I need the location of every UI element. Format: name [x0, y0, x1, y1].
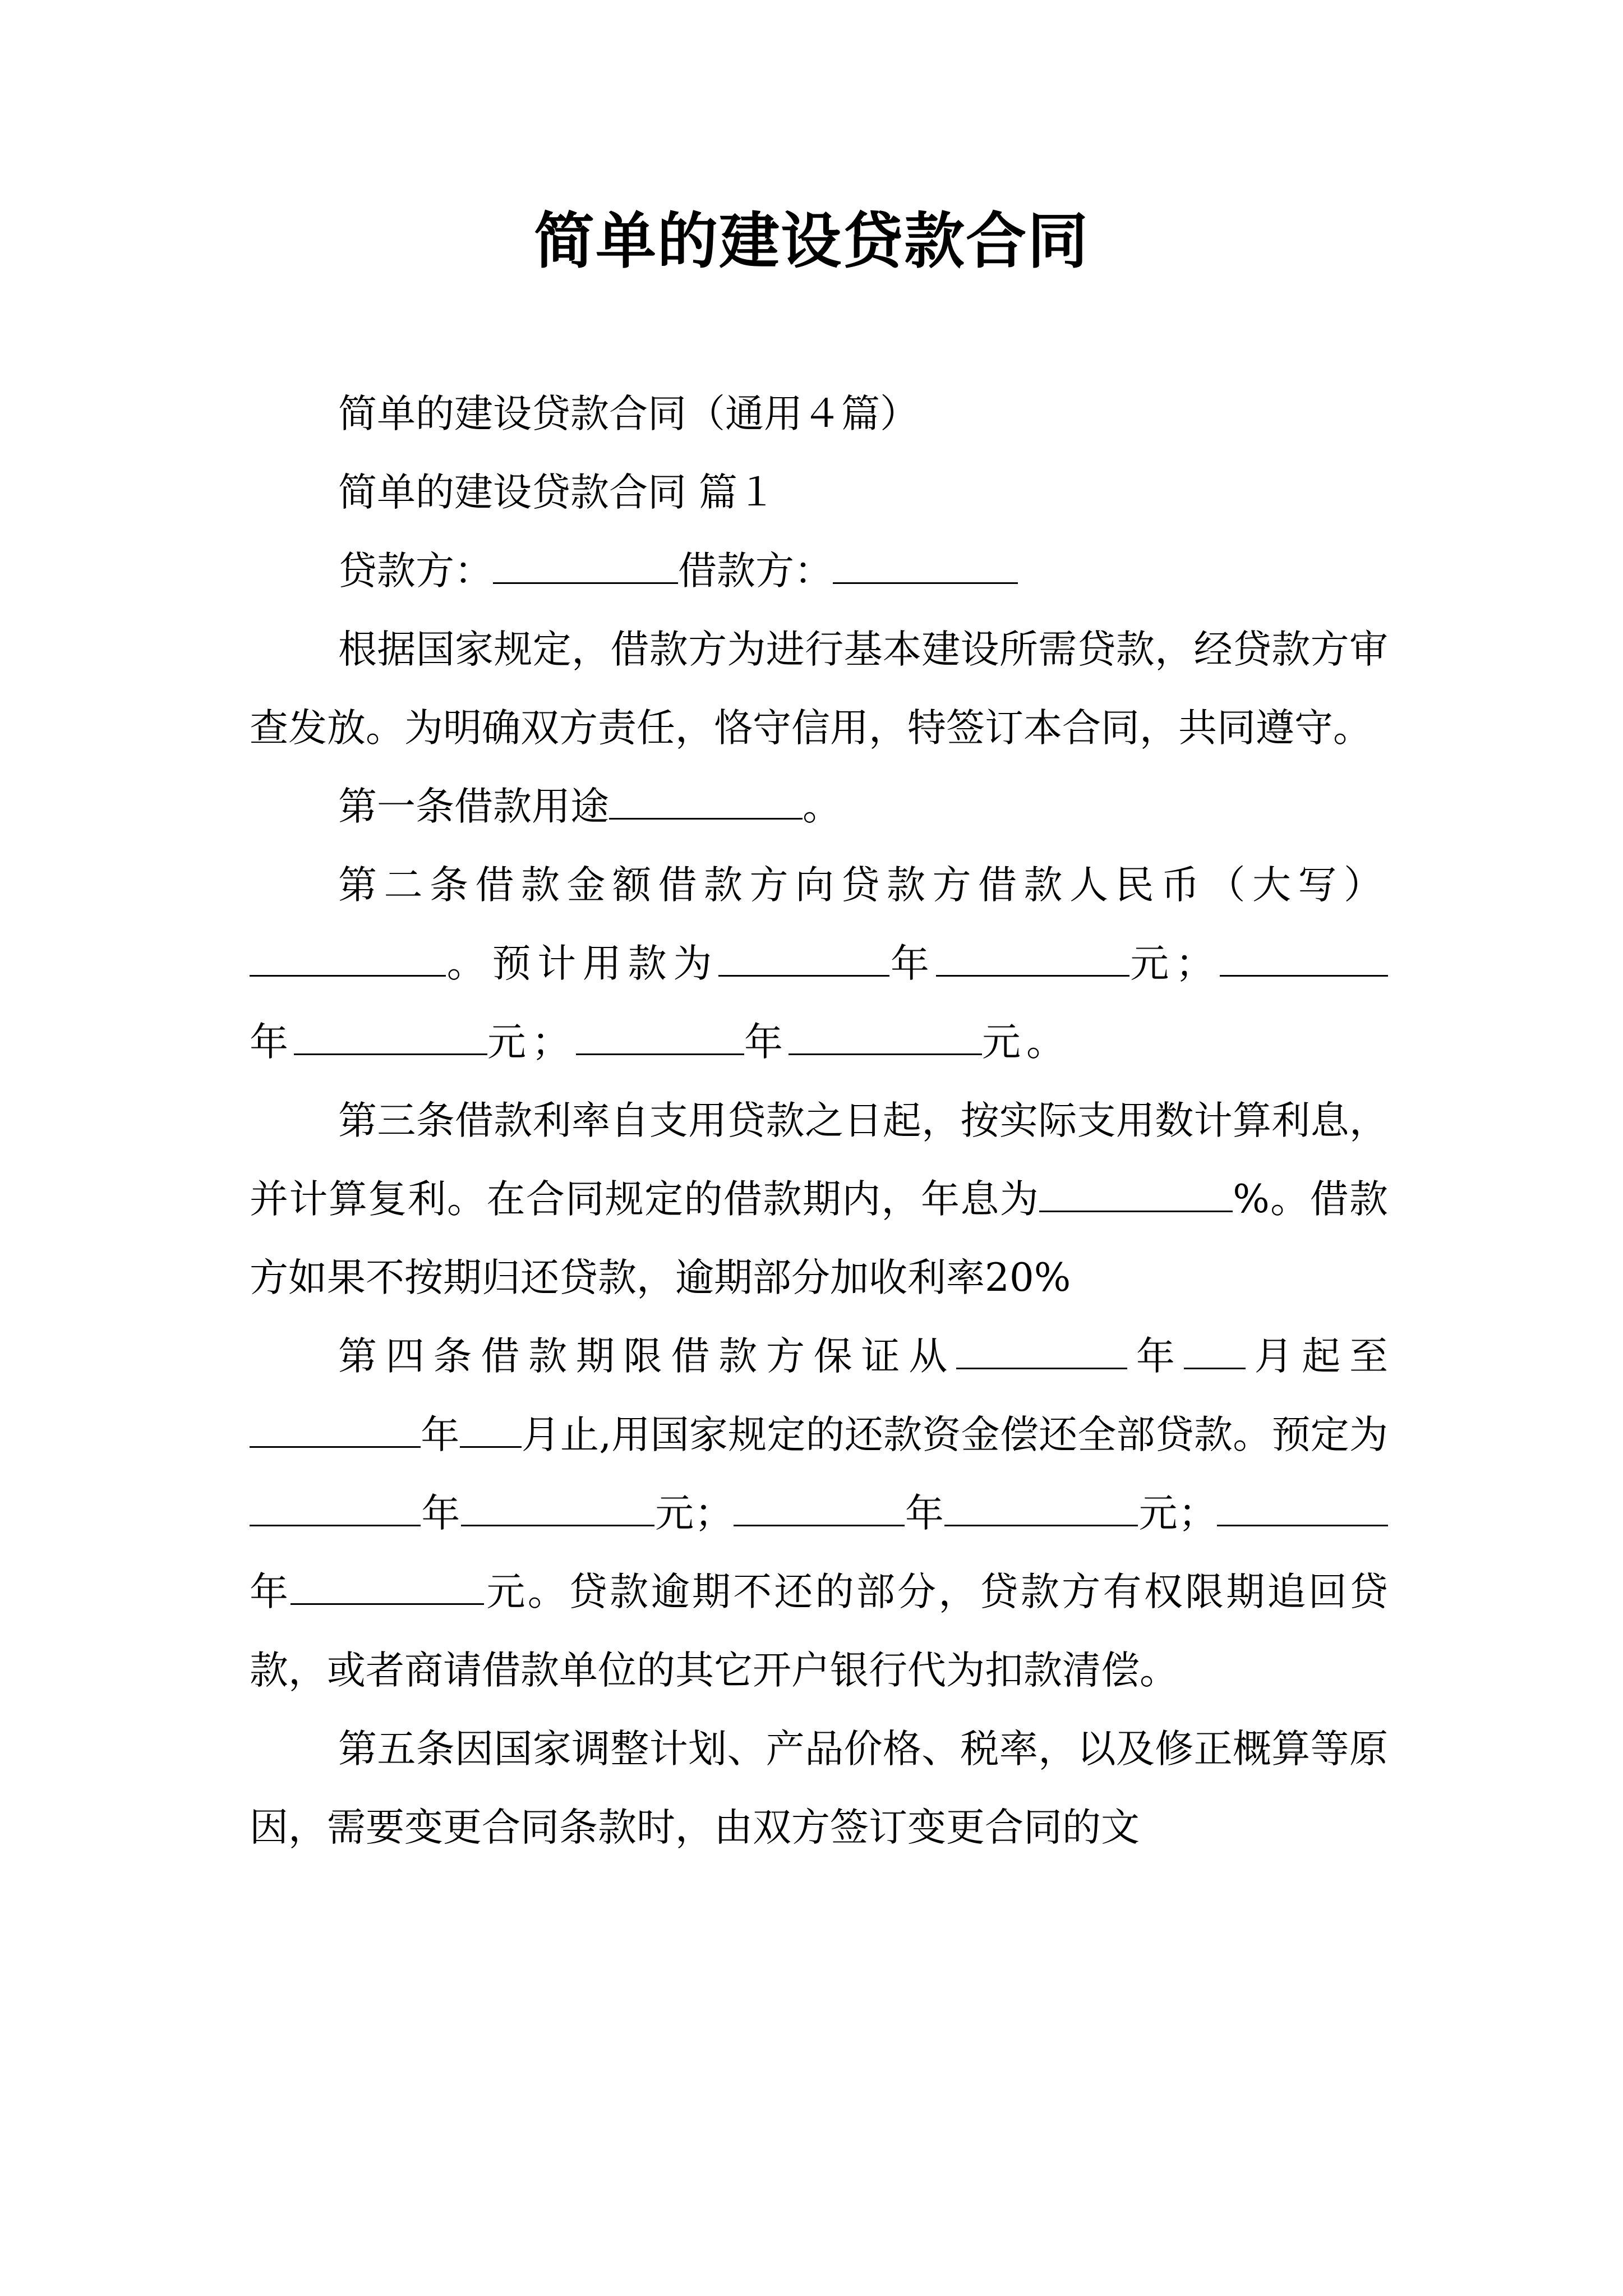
article-4-month-to: 月止,用国家规定的还款资金偿还全部贷款。预定为	[521, 1412, 1389, 1457]
article-3	[250, 1082, 1388, 1317]
article-4-yuan-blank-2	[944, 1491, 1138, 1526]
article-2-yuan-1: 元；	[1129, 941, 1220, 986]
article-2-year-3: 年	[744, 1020, 789, 1065]
borrower-label: 借款方：	[678, 549, 833, 593]
article-4-month-blank-2	[460, 1412, 522, 1448]
article-4-year-blank-3	[250, 1491, 421, 1526]
article-3-rate-blank	[1039, 1177, 1233, 1212]
article-2-yuan-2: 元；	[487, 1020, 576, 1065]
article-4-month-from: 月起至	[1245, 1334, 1389, 1379]
article-2-year-blank-3	[576, 1020, 744, 1055]
intro-paragraph: 根据国家规定，借款方为进行基本建设所需贷款，经贷款方审查发放。为明确双方责任，恪守信用，特签订本合同，共同遵守。	[250, 627, 1388, 751]
article-4-year-1: 年	[1127, 1334, 1184, 1379]
article-4-month-blank-1	[1184, 1334, 1246, 1369]
article-2-yuan-blank-3	[789, 1020, 982, 1055]
article-4-year-2: 年	[421, 1412, 460, 1457]
article-4-year-blank-4	[734, 1491, 905, 1526]
lender-blank	[493, 549, 678, 584]
article-4-year-blank-5	[1217, 1491, 1388, 1526]
article-4-text: 第四条借款期限借款方保证从	[338, 1334, 957, 1379]
article-2-mid: 。预计用款为	[446, 941, 719, 986]
article-2-yuan-blank-2	[294, 1020, 487, 1055]
parties-line	[250, 532, 1388, 610]
article-3-line2: %。借款方如果不按期归还贷款，逾期部分加收利率20%	[250, 1177, 1388, 1300]
article-2-year-2: 年	[250, 1020, 294, 1065]
article-4	[250, 1317, 1388, 1710]
section-heading: 简单的建设贷款合同 篇１	[338, 470, 776, 515]
article-1-end: 。	[803, 784, 841, 829]
lender-label: 贷款方：	[338, 549, 493, 593]
article-4-year-blank-1	[956, 1334, 1127, 1369]
article-2	[250, 846, 1388, 1082]
article-4-year-3: 年	[421, 1491, 461, 1536]
article-1	[250, 767, 1388, 846]
article-4-yuan-1: 元；	[654, 1491, 734, 1536]
article-2-yuan-blank-1	[936, 941, 1129, 977]
article-2-amount-blank	[250, 941, 446, 977]
article-3-line1: 第三条借款利率自支用贷款之日起，按实际支用数计算利息，并计算复利。在合同规定的借款期内，年息为	[250, 1098, 1388, 1222]
article-1-text: 第一条借款用途	[338, 784, 609, 829]
document-title: 简单的建设贷款合同	[533, 206, 1089, 277]
article-4-year-4: 年	[904, 1491, 945, 1536]
article-1-blank	[609, 784, 803, 820]
article-4-yuan-blank-3	[291, 1570, 484, 1605]
article-2-year-blank-2	[1220, 941, 1388, 977]
borrower-blank	[833, 549, 1018, 584]
article-4-yuan-2: 元；	[1138, 1491, 1217, 1536]
article-2-yuan-end: 元。	[982, 1020, 1071, 1065]
article-4-year-blank-2	[250, 1412, 421, 1448]
article-4-yuan-blank-1	[461, 1491, 654, 1526]
document-body	[250, 375, 1388, 1867]
article-4-yuan-end: 元。贷款逾期不还的部分，贷款方有权限期追回贷款，或者商请借款单位的其它开户银行代为扣款清偿。	[250, 1570, 1389, 1693]
article-2-text: 第二条借款金额借款方向贷款方借款人民币（大写）	[338, 863, 1388, 908]
article-5: 第五条因国家调整计划、产品价格、税率，以及修正概算等原因，需要变更合同条款时，由双方签订变更合同的文	[250, 1727, 1388, 1850]
article-4-year-5: 年	[250, 1570, 291, 1614]
article-2-year-1: 年	[889, 941, 936, 986]
document-subtitle: 简单的建设贷款合同（通用４篇）	[338, 392, 919, 436]
article-2-year-blank-1	[718, 941, 889, 977]
